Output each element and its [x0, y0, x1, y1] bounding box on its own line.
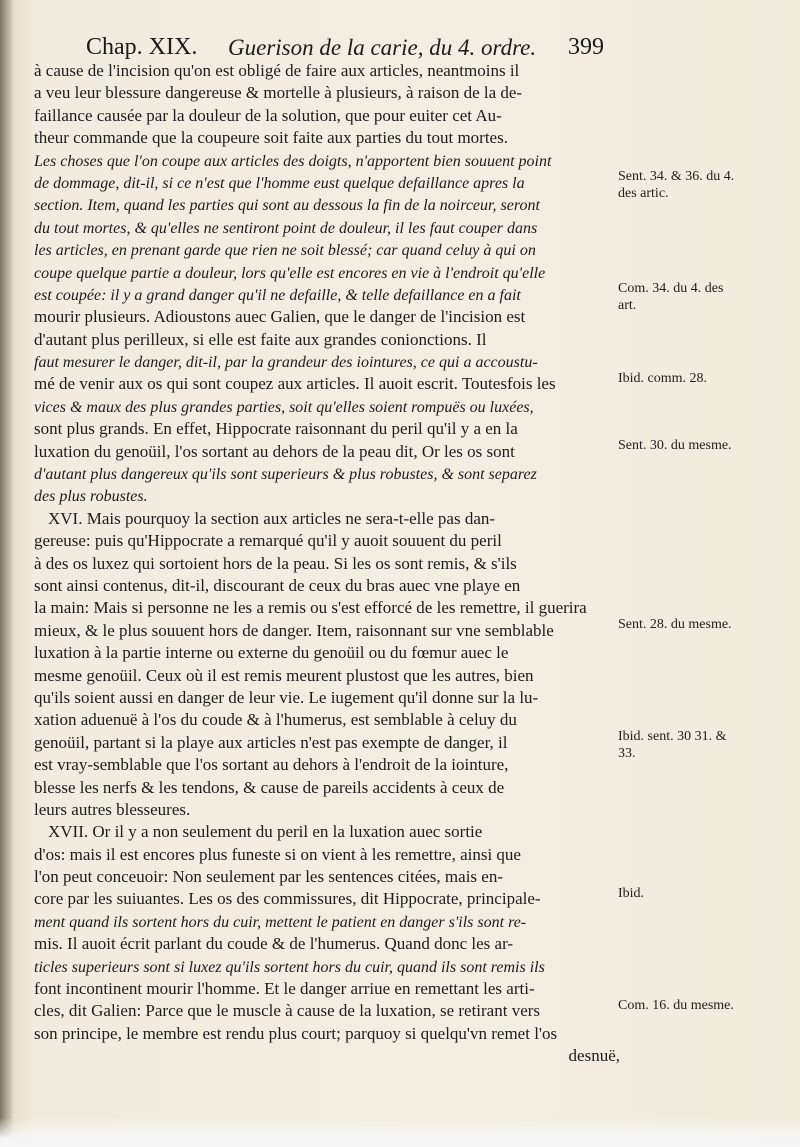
text-line [34, 60, 624, 82]
text-line-content: son principe, le membre est rendu plus court; parquoy si quelqu'vn remet l'os [34, 1023, 558, 1043]
text-line [34, 732, 624, 754]
text-line-content: XVI. Mais pourquoy la section aux articles ne sera-t-elle pas dan- [48, 508, 496, 528]
margin-note: Sent. 34. & 36. du 4. des artic. [618, 169, 735, 201]
page-number: 399 [568, 34, 604, 60]
text-line-content: ticles superieurs sont si luxez qu'ils sortent hors du cuir, quand ils sont remis ils [34, 958, 545, 976]
text-line [34, 463, 624, 485]
text-line [34, 866, 624, 888]
text-line [34, 373, 624, 395]
text-line [34, 530, 624, 552]
text-line [34, 1023, 624, 1045]
text-line [34, 82, 624, 104]
text-line [34, 194, 624, 216]
text-line-content: la main: Mais si personne ne les a remis ou s'est efforcé de les remettre, il guerira [34, 598, 587, 618]
text-line-content: d'os: mais il est encores plus funeste si on vient à les remettre, ainsi que [34, 844, 521, 864]
margin-note: Sent. 30. du mesme. [618, 437, 732, 453]
text-line [34, 239, 624, 261]
text-line-content: leurs autres blesseures. [34, 799, 191, 819]
text-line-content: XVII. Or il y a non seulement du peril en la luxation auec sortie [48, 822, 483, 842]
text-line [34, 821, 624, 843]
text-line-content: sont ainsi contenus, dit-il, discourant de ceux du bras auec vne playe en [34, 575, 521, 595]
text-line-content: à des os luxez qui sortoient hors de la peau. Si les os sont remis, & s'ils [34, 553, 517, 573]
text-line-content: cles, dit Galien: Parce que le muscle à cause de la luxation, se retirant vers [34, 1001, 541, 1021]
chapter-label: Chap. XIX. [86, 34, 198, 60]
text-line-content: luxation à la partie interne ou externe du genoüil ou du fœmur auec le [34, 643, 509, 663]
text-line-content: est vray-semblable que l'os sortant au dehors à l'endroit de la iointure, [34, 755, 509, 775]
text-line [34, 956, 624, 978]
text-line-content: gereuse: puis qu'Hippocrate a remarqué qu'il y auoit souuent du peril [34, 531, 502, 551]
text-line-content: genoüil, partant si la playe aux articles n'est pas exempte de danger, il [34, 732, 508, 752]
page-bottom-edge [0, 1117, 800, 1147]
text-line [34, 665, 624, 687]
text-line [34, 911, 624, 933]
text-line [34, 508, 624, 530]
text-line-content: sont plus grands. En effet, Hippocrate raisonnant du peril qu'il y a en la [34, 419, 518, 439]
text-line [34, 1000, 624, 1022]
text-line [34, 351, 624, 373]
text-line [34, 105, 624, 127]
text-line-content: du tout mortes, & qu'elles ne sentiront point de douleur, il les faut couper dans [34, 219, 538, 237]
text-line [34, 687, 624, 709]
text-line [34, 553, 624, 575]
margin-note: Ibid. sent. 30 31. & 33. [618, 729, 727, 761]
text-line [34, 1045, 624, 1067]
margin-note: Ibid. comm. 28. [618, 370, 708, 386]
text-line [34, 888, 624, 910]
text-line-content: xation aduenuë à l'os du coude & à l'humerus, est semblable à celuy du [34, 710, 517, 730]
text-line [34, 709, 624, 731]
text-line [34, 933, 624, 955]
text-line [34, 777, 624, 799]
text-line [34, 642, 624, 664]
main-text-block [34, 60, 624, 1068]
text-line-content: a veu leur blessure dangereuse & mortelle à plusieurs, à raison de la de- [34, 83, 523, 103]
text-line [34, 978, 624, 1000]
text-line-content: mis. Il auoit écrit parlant du coude & de l'humerus. Quand donc les ar- [34, 934, 514, 954]
text-line [34, 418, 624, 440]
text-line-content: desnuë, [568, 1046, 620, 1066]
text-line-content: est coupée: il y a grand danger qu'il ne defaille, & telle defaillance en a fait [34, 286, 521, 304]
page-gutter-shadow [0, 0, 14, 1147]
text-line [34, 396, 624, 418]
text-line-content: coupe quelque partie a douleur, lors qu'elle est encores en vie à l'endroit qu'elle [34, 264, 546, 282]
text-line [34, 217, 624, 239]
text-line-content: vices & maux des plus grandes parties, soit qu'elles soient rompuës ou luxées, [34, 398, 534, 416]
text-line [34, 150, 624, 172]
text-line-content: des plus robustes. [34, 488, 148, 506]
margin-note: Sent. 28. du mesme. [618, 617, 732, 632]
text-line [34, 620, 624, 642]
text-line [34, 575, 624, 597]
text-line [34, 306, 624, 328]
text-line-content: Les choses que l'on coupe aux articles des doigts, n'apportent bien souuent point [34, 152, 552, 170]
text-line [34, 441, 624, 463]
text-line [34, 754, 624, 776]
chapter-title: Guerison de la carie, du 4. ordre. [228, 35, 537, 60]
text-line-content: core par les suiuantes. Les os des commissures, dit Hippocrate, principale- [34, 889, 541, 909]
text-line [34, 262, 624, 284]
text-line-content: d'autant plus dangereux qu'ils sont superieurs & plus robustes, & sont separez [34, 466, 537, 484]
text-line [34, 172, 624, 194]
text-line-content: mesme genoüil. Ceux où il est remis meurent plustost que les autres, bien [34, 665, 534, 685]
text-line-content: blesse les nerfs & les tendons, & cause de pareils accidents à ceux de [34, 777, 505, 797]
text-line-content: font incontinent mourir l'homme. Et le danger arriue en remettant les arti- [34, 979, 535, 999]
text-line-content: mourir plusieurs. Adioustons auec Galien, que le danger de l'incision est [34, 307, 526, 327]
text-line-content: mieux, & le plus souuent hors de danger. Item, raisonnant sur vne semblable [34, 620, 554, 640]
text-line [34, 329, 624, 351]
text-line [34, 485, 624, 507]
margin-note: Ibid. [618, 885, 645, 901]
text-line-content: theur commande que la coupeure soit faite aux parties du tout mortes. [34, 128, 508, 148]
text-line-content: d'autant plus perilleux, si elle est faite aux grandes conionctions. Il [34, 329, 487, 349]
text-line-content: l'on peut conceuoir: Non seulement par les sentences citées, mais en- [34, 867, 503, 887]
text-line-content: les articles, en prenant garde que rien ne soit blessé; car quand celuy à qui on [34, 242, 536, 260]
text-line-content: faut mesurer le danger, dit-il, par la grandeur des iointures, ce qui a accoustu- [34, 354, 538, 372]
text-line [34, 799, 624, 821]
text-line [34, 844, 624, 866]
text-line-content: mé de venir aux os qui sont coupez aux articles. Il auoit escrit. Toutesfois les [34, 374, 556, 394]
margin-note: Com. 34. du 4. des art. [618, 281, 724, 313]
text-line-content: faillance causée par la douleur de la solution, que pour euiter cet Au- [34, 105, 502, 125]
margin-note: Com. 16. du mesme. [618, 997, 734, 1013]
text-line-content: luxation du genoüil, l'os sortant au dehors de la peau dit, Or les os sont [34, 441, 515, 461]
text-line-content: à cause de l'incision qu'on est obligé de faire aux articles, neantmoins il [34, 61, 520, 80]
text-line [34, 127, 624, 149]
text-line [34, 597, 624, 619]
text-line-content: de dommage, dit-il, si ce n'est que l'homme eust quelque defaillance apres la [34, 174, 525, 192]
text-line-content: qu'ils soient aussi en danger de leur vie. Le iugement qu'il donne sur la lu- [34, 687, 539, 707]
text-line [34, 284, 624, 306]
text-line-content: section. Item, quand les parties qui sont au dessous la fin de la noirceur, seront [34, 197, 540, 215]
text-line-content: ment quand ils sortent hors du cuir, mettent le patient en danger s'ils sont re- [34, 913, 527, 931]
